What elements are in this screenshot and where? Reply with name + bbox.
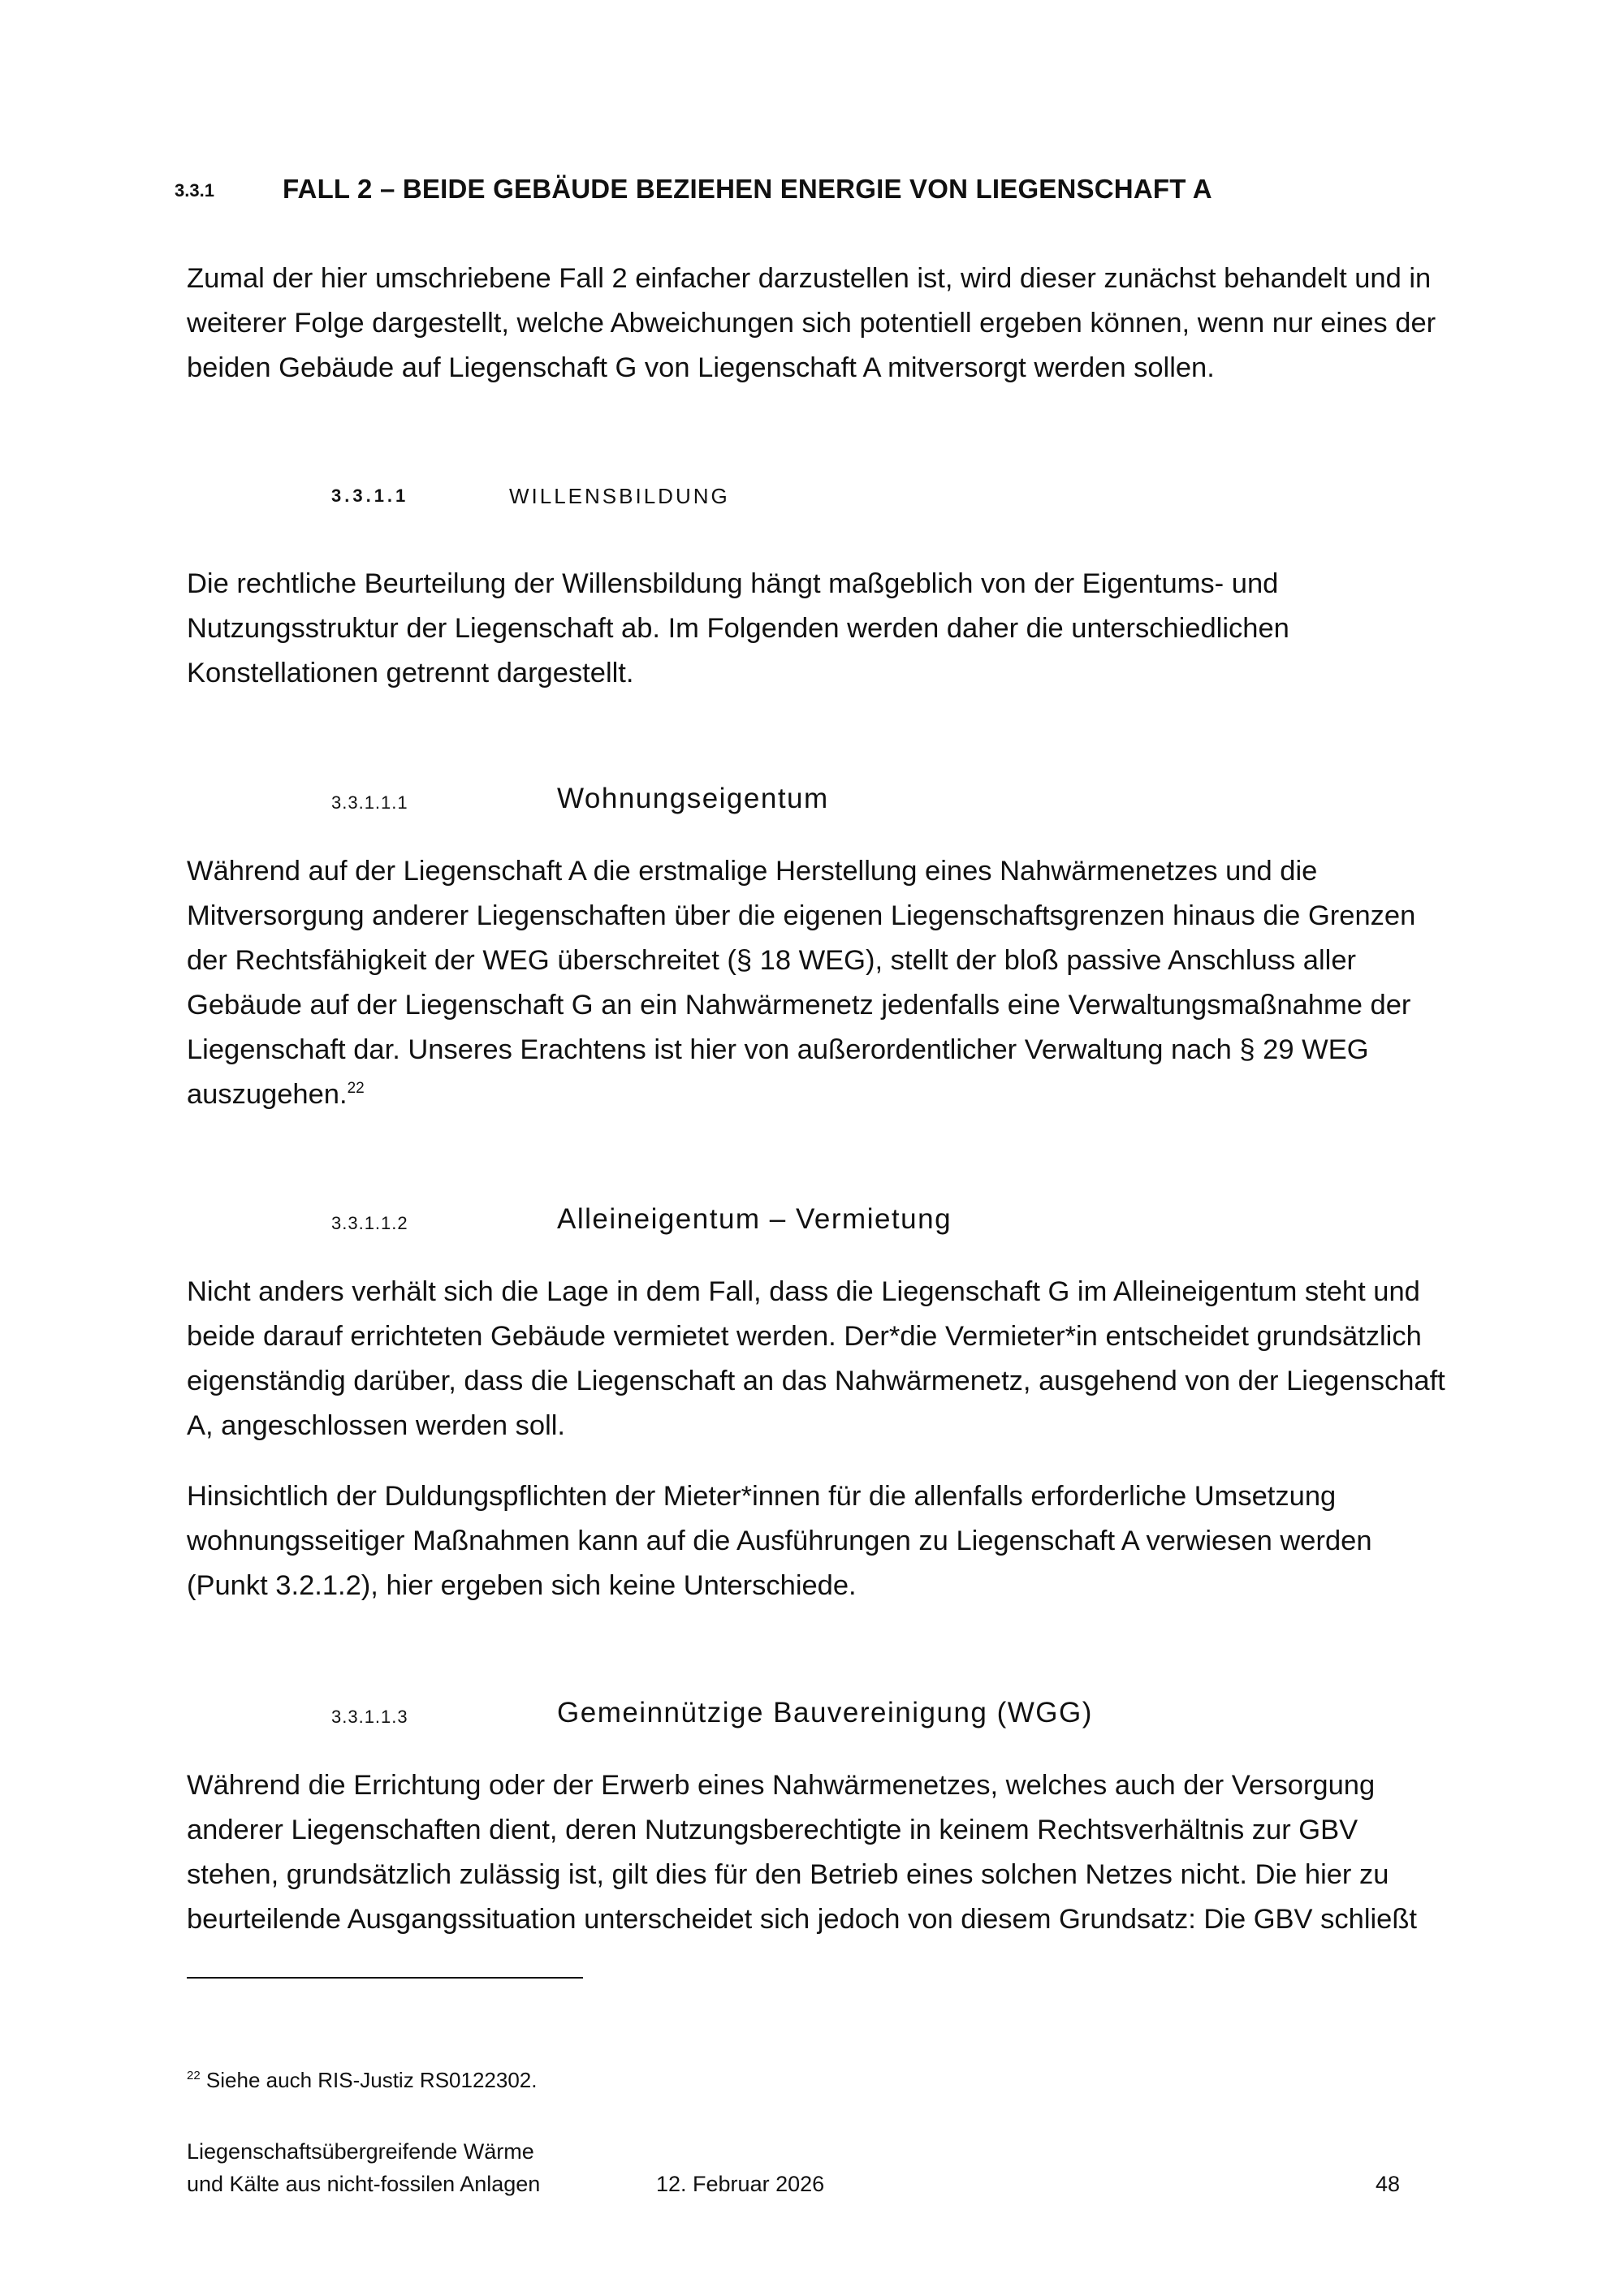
footnote-text: Siehe auch RIS-Justiz RS0122302. xyxy=(205,2068,538,2092)
footer-doc-title-line-2: und Kälte aus nicht-fossilen Anlagen xyxy=(187,2172,541,2196)
footnote-number: 22 xyxy=(187,2069,201,2082)
intro-paragraph: Zumal der hier umschriebene Fall 2 einfacher darzustellen ist, wird dieser zunächst behandelt und in weiterer Folge dargestellt, welche Abweichungen sich potentiell ergeben können, wenn nur eines der beiden Gebäude auf Liegenschaft G von Liegenschaft A mitversorgt werden sollen. xyxy=(187,263,1436,383)
item-2-paragraph-2: Hinsichtlich der Duldungspflichten der Mieter*innen für die allenfalls erforderliche Umsetzung wohnungsseitiger Maßnahmen kann auf die Ausführungen zu Liegenschaft A verwiesen werden (Punkt 3.2.1.2), hier ergeben sich keine Unterschiede. xyxy=(187,1481,1372,1601)
section-number: 3.3.1 xyxy=(175,180,214,201)
item-2-number: 3.3.1.1.2 xyxy=(331,1213,408,1233)
footnote-divider xyxy=(187,1977,583,1979)
item-2-title: Alleineigentum – Vermietung xyxy=(557,1203,952,1235)
section-title: FALL 2 – BEIDE GEBÄUDE BEZIEHEN ENERGIE VON LIEGENSCHAFT A xyxy=(283,174,1212,204)
item-3-paragraph: Während die Errichtung oder der Erwerb eines Nahwärmenetzes, welches auch der Versorgung anderer Liegenschaften dient, deren Nutzungsberechtigte in keinem Rechtsverhältnis zur GBV stehen, grundsätzlich zulässig ist, gilt dies für den Betrieb eines solchen Netzes nicht. Die hier zu beurteilende Ausgangssituation unterscheidet sich jedoch von diesem Grundsatz: Die GBV schließt xyxy=(187,1770,1418,1935)
footer-doc-title xyxy=(187,2135,540,2200)
footer-page-number: 48 xyxy=(1376,2172,1401,2196)
item-1-number: 3.3.1.1.1 xyxy=(331,792,408,813)
footnote xyxy=(187,2068,538,2093)
subsection-paragraph: Die rechtliche Beurteilung der Willensbildung hängt maßgeblich von der Eigentums- und Nutzungsstruktur der Liegenschaft ab. Im Folgenden werden daher die unterschiedlichen Konstellationen getrennt dargestellt. xyxy=(187,568,1289,688)
footer-doc-title-line-1: Liegenschaftsübergreifende Wärme xyxy=(187,2139,534,2164)
subsection-number: 3.3.1.1 xyxy=(331,486,409,506)
item-3-number: 3.3.1.1.3 xyxy=(331,1707,408,1727)
footer-date: 12. Februar 2026 xyxy=(656,2172,825,2196)
item-1-title: Wohnungseigentum xyxy=(557,783,829,814)
item-2-paragraph-1: Nicht anders verhält sich die Lage in dem Fall, dass die Liegenschaft G im Alleineigentum steht und beide darauf errichteten Gebäude vermietet werden. Der*die Vermieter*in entscheidet grundsätzlich eigenständig darüber, dass die Liegenschaft an das Nahwärmenetz, ausgehend von der Liegenschaft A, angeschlossen werden soll. xyxy=(187,1276,1445,1441)
subsection-title: WILLENSBILDUNG xyxy=(509,484,730,508)
item-1-paragraph xyxy=(187,849,1453,1117)
footnote-ref-22[interactable]: 22 xyxy=(347,1080,365,1097)
item-1-paragraph-text: Während auf der Liegenschaft A die erstmalige Herstellung eines Nahwärmenetzes und die Mitversorgung anderer Liegenschaften über die eigenen Liegenschaftsgrenzen hinaus die Grenzen der Rechtsfähigkeit der WEG überschreitet (§ 18 WEG), stellt der bloß passive Anschluss aller Gebäude auf der Liegenschaft G an ein Nahwärmenetz jedenfalls eine Verwaltungsmaßnahme der Liegenschaft dar. Unseres Erachtens ist hier von außerordentlicher Verwaltung nach § 29 WEG auszugehen. xyxy=(187,856,1416,1110)
item-3-title: Gemeinnützige Bauvereinigung (WGG) xyxy=(557,1697,1093,1728)
